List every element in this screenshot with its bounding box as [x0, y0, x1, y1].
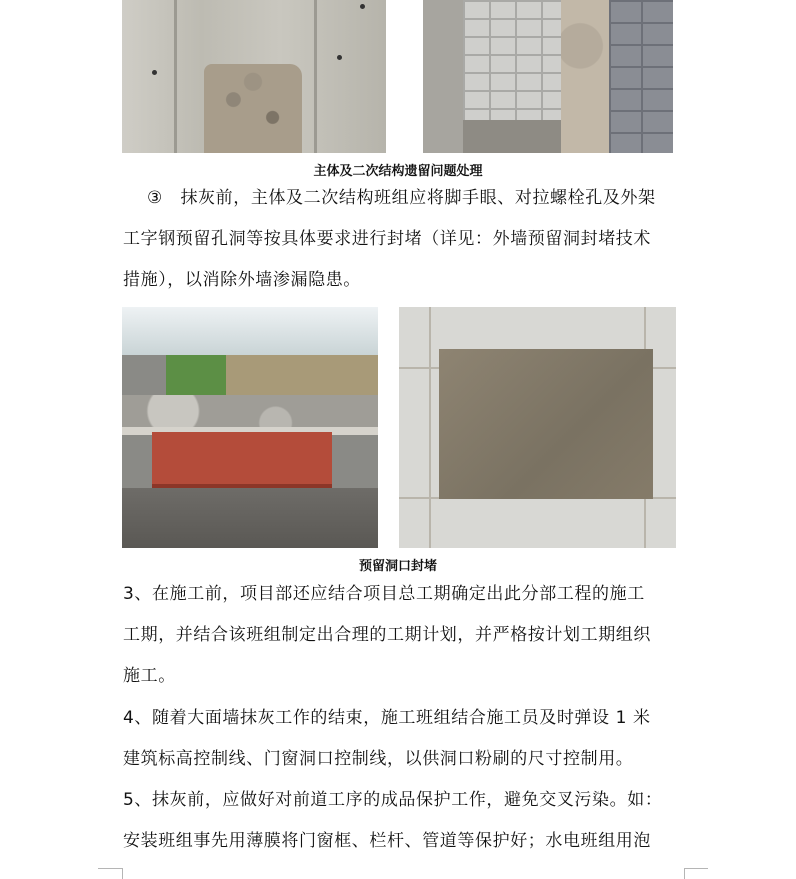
text-line: 5、抹灰前，应做好对前道工序的成品保护工作，避免交叉污染。如：	[123, 790, 663, 810]
photo-plastered-patch	[399, 307, 676, 548]
paragraph-item-4	[123, 698, 693, 780]
margin-corner-mark	[122, 868, 123, 879]
text-line: ③ 抹灰前，主体及二次结构班组应将脚手眼、对拉螺栓孔及外架	[147, 188, 656, 208]
text-line: 措施），以消除外墙渗漏隐患。	[123, 270, 361, 290]
paragraph-item-5	[123, 780, 693, 862]
text-line: 工字钢预留孔洞等按具体要求进行封堵（详见：外墙预留洞封堵技术	[123, 229, 651, 249]
paragraph-item-3-circle	[123, 178, 693, 301]
text-line: 安装班组事先用薄膜将门窗框、栏杆、管道等保护好；水电班组用泡	[123, 831, 651, 851]
figure-caption: 主体及二次结构遗留问题处理	[313, 164, 483, 179]
margin-corner-mark	[684, 868, 685, 879]
text-line: 施工。	[123, 666, 176, 686]
paragraph-item-3	[123, 574, 693, 697]
margin-corner-mark	[684, 868, 708, 869]
margin-corner-mark	[98, 868, 122, 869]
text-line: 工期，并结合该班组制定出合理的工期计划，并严格按计划工期组织	[123, 625, 651, 645]
text-line: 建筑标高控制线、门窗洞口控制线，以供洞口粉刷的尺寸控制用。	[123, 749, 634, 769]
text-line: 3、在施工前，项目部还应结合项目总工期确定出此分部工程的施工	[123, 584, 645, 604]
photo-opening-board	[122, 307, 378, 548]
photo-wall-honeycomb	[122, 0, 386, 153]
text-line: 4、随着大面墙抹灰工作的结束，施工班组结合施工员及时弹设 1 米	[123, 708, 651, 728]
figure-caption: 预留洞口封堵	[358, 559, 437, 574]
photo-block-wall	[423, 0, 673, 153]
